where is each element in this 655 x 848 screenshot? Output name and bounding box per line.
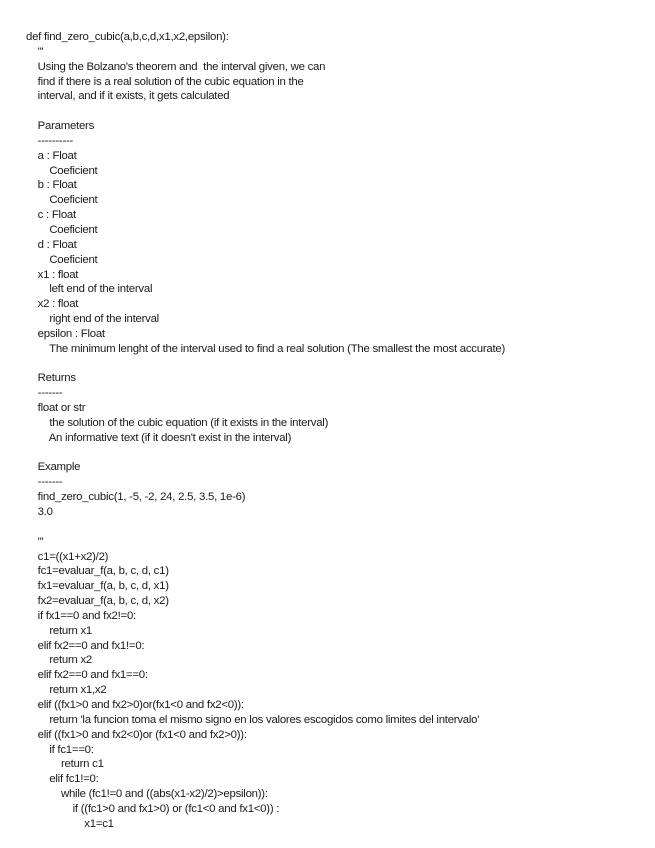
code-line: c1=((x1+x2)/2) <box>26 550 109 563</box>
code-line: Using the Bolzano's theorem and the interval given, we can <box>26 60 326 73</box>
code-line: if fc1==0: <box>26 743 94 756</box>
code-listing <box>26 30 651 832</box>
code-line: ''' <box>26 45 44 58</box>
code-line: if fx1==0 and fx2!=0: <box>26 609 136 622</box>
code-line: Coeficient <box>26 223 98 236</box>
code-line: return c1 <box>26 758 104 771</box>
code-line: ''' <box>26 535 44 548</box>
code-line: return x2 <box>26 654 93 667</box>
code-line: elif fc1!=0: <box>26 773 99 786</box>
code-line: x2 : float <box>26 298 79 311</box>
code-line: x1 : float <box>26 268 79 281</box>
code-line: fx1=evaluar_f(a, b, c, d, x1) <box>26 580 169 593</box>
code-line: def find_zero_cubic(a,b,c,d,x1,x2,epsilon): <box>26 31 229 43</box>
code-line <box>26 520 651 535</box>
code-line: right end of the interval <box>26 313 159 326</box>
code-line: if ((fc1>0 and fx1>0) or (fc1<0 and fx1<0)) : <box>26 802 280 815</box>
code-line: An informative text (if it doesn't exist in the interval) <box>26 431 292 444</box>
code-line: d : Float <box>26 238 77 251</box>
code-line: fc1=evaluar_f(a, b, c, d, c1) <box>26 565 169 578</box>
code-line: return x1 <box>26 624 93 637</box>
code-line: return x1,x2 <box>26 684 107 697</box>
code-line: fx2=evaluar_f(a, b, c, d, x2) <box>26 595 169 608</box>
code-line: elif fx2==0 and fx1!=0: <box>26 639 145 652</box>
code-line <box>26 357 651 372</box>
code-line: ------- <box>26 476 63 489</box>
code-line: find if there is a real solution of the cubic equation in the <box>26 75 304 88</box>
code-line: elif ((fx1>0 and fx2<0)or (fx1<0 and fx2>0)): <box>26 728 247 741</box>
code-line: epsilon : Float <box>26 327 105 340</box>
code-line: Returns <box>26 372 76 385</box>
code-line: left end of the interval <box>26 283 153 296</box>
code-line: the solution of the cubic equation (if it exists in the interval) <box>26 416 329 429</box>
code-line: 3.0 <box>26 506 53 518</box>
code-line: Parameters <box>26 120 95 133</box>
code-line: ------- <box>26 387 63 400</box>
code-line: b : Float <box>26 179 77 192</box>
code-line: return 'la funcion toma el mismo signo en los valores escogidos como limites del intervalo' <box>26 713 480 726</box>
code-line: Coeficient <box>26 164 98 177</box>
code-line: find_zero_cubic(1, -5, -2, 24, 2.5, 3.5, 1e-6) <box>26 491 246 504</box>
code-line: Coeficient <box>26 253 98 266</box>
code-line: a : Float <box>26 149 77 162</box>
code-line: c : Float <box>26 209 76 222</box>
code-line: Coeficient <box>26 194 98 207</box>
code-line: interval, and if it exists, it gets calculated <box>26 90 230 103</box>
code-line: while (fc1!=0 and ((abs(x1-x2)/2)>epsilon)): <box>26 788 268 801</box>
code-line <box>26 446 651 461</box>
code-line: The minimum lenght of the interval used to find a real solution (The smallest the most accurate) <box>26 342 506 355</box>
code-line: float or str <box>26 402 86 415</box>
code-line: elif fx2==0 and fx1==0: <box>26 669 148 682</box>
code-line: Example <box>26 461 81 474</box>
code-line: ---------- <box>26 134 74 147</box>
code-line: elif ((fx1>0 and fx2>0)or(fx1<0 and fx2<0)): <box>26 698 244 711</box>
code-line <box>26 104 651 119</box>
code-line: x1=c1 <box>26 817 114 830</box>
